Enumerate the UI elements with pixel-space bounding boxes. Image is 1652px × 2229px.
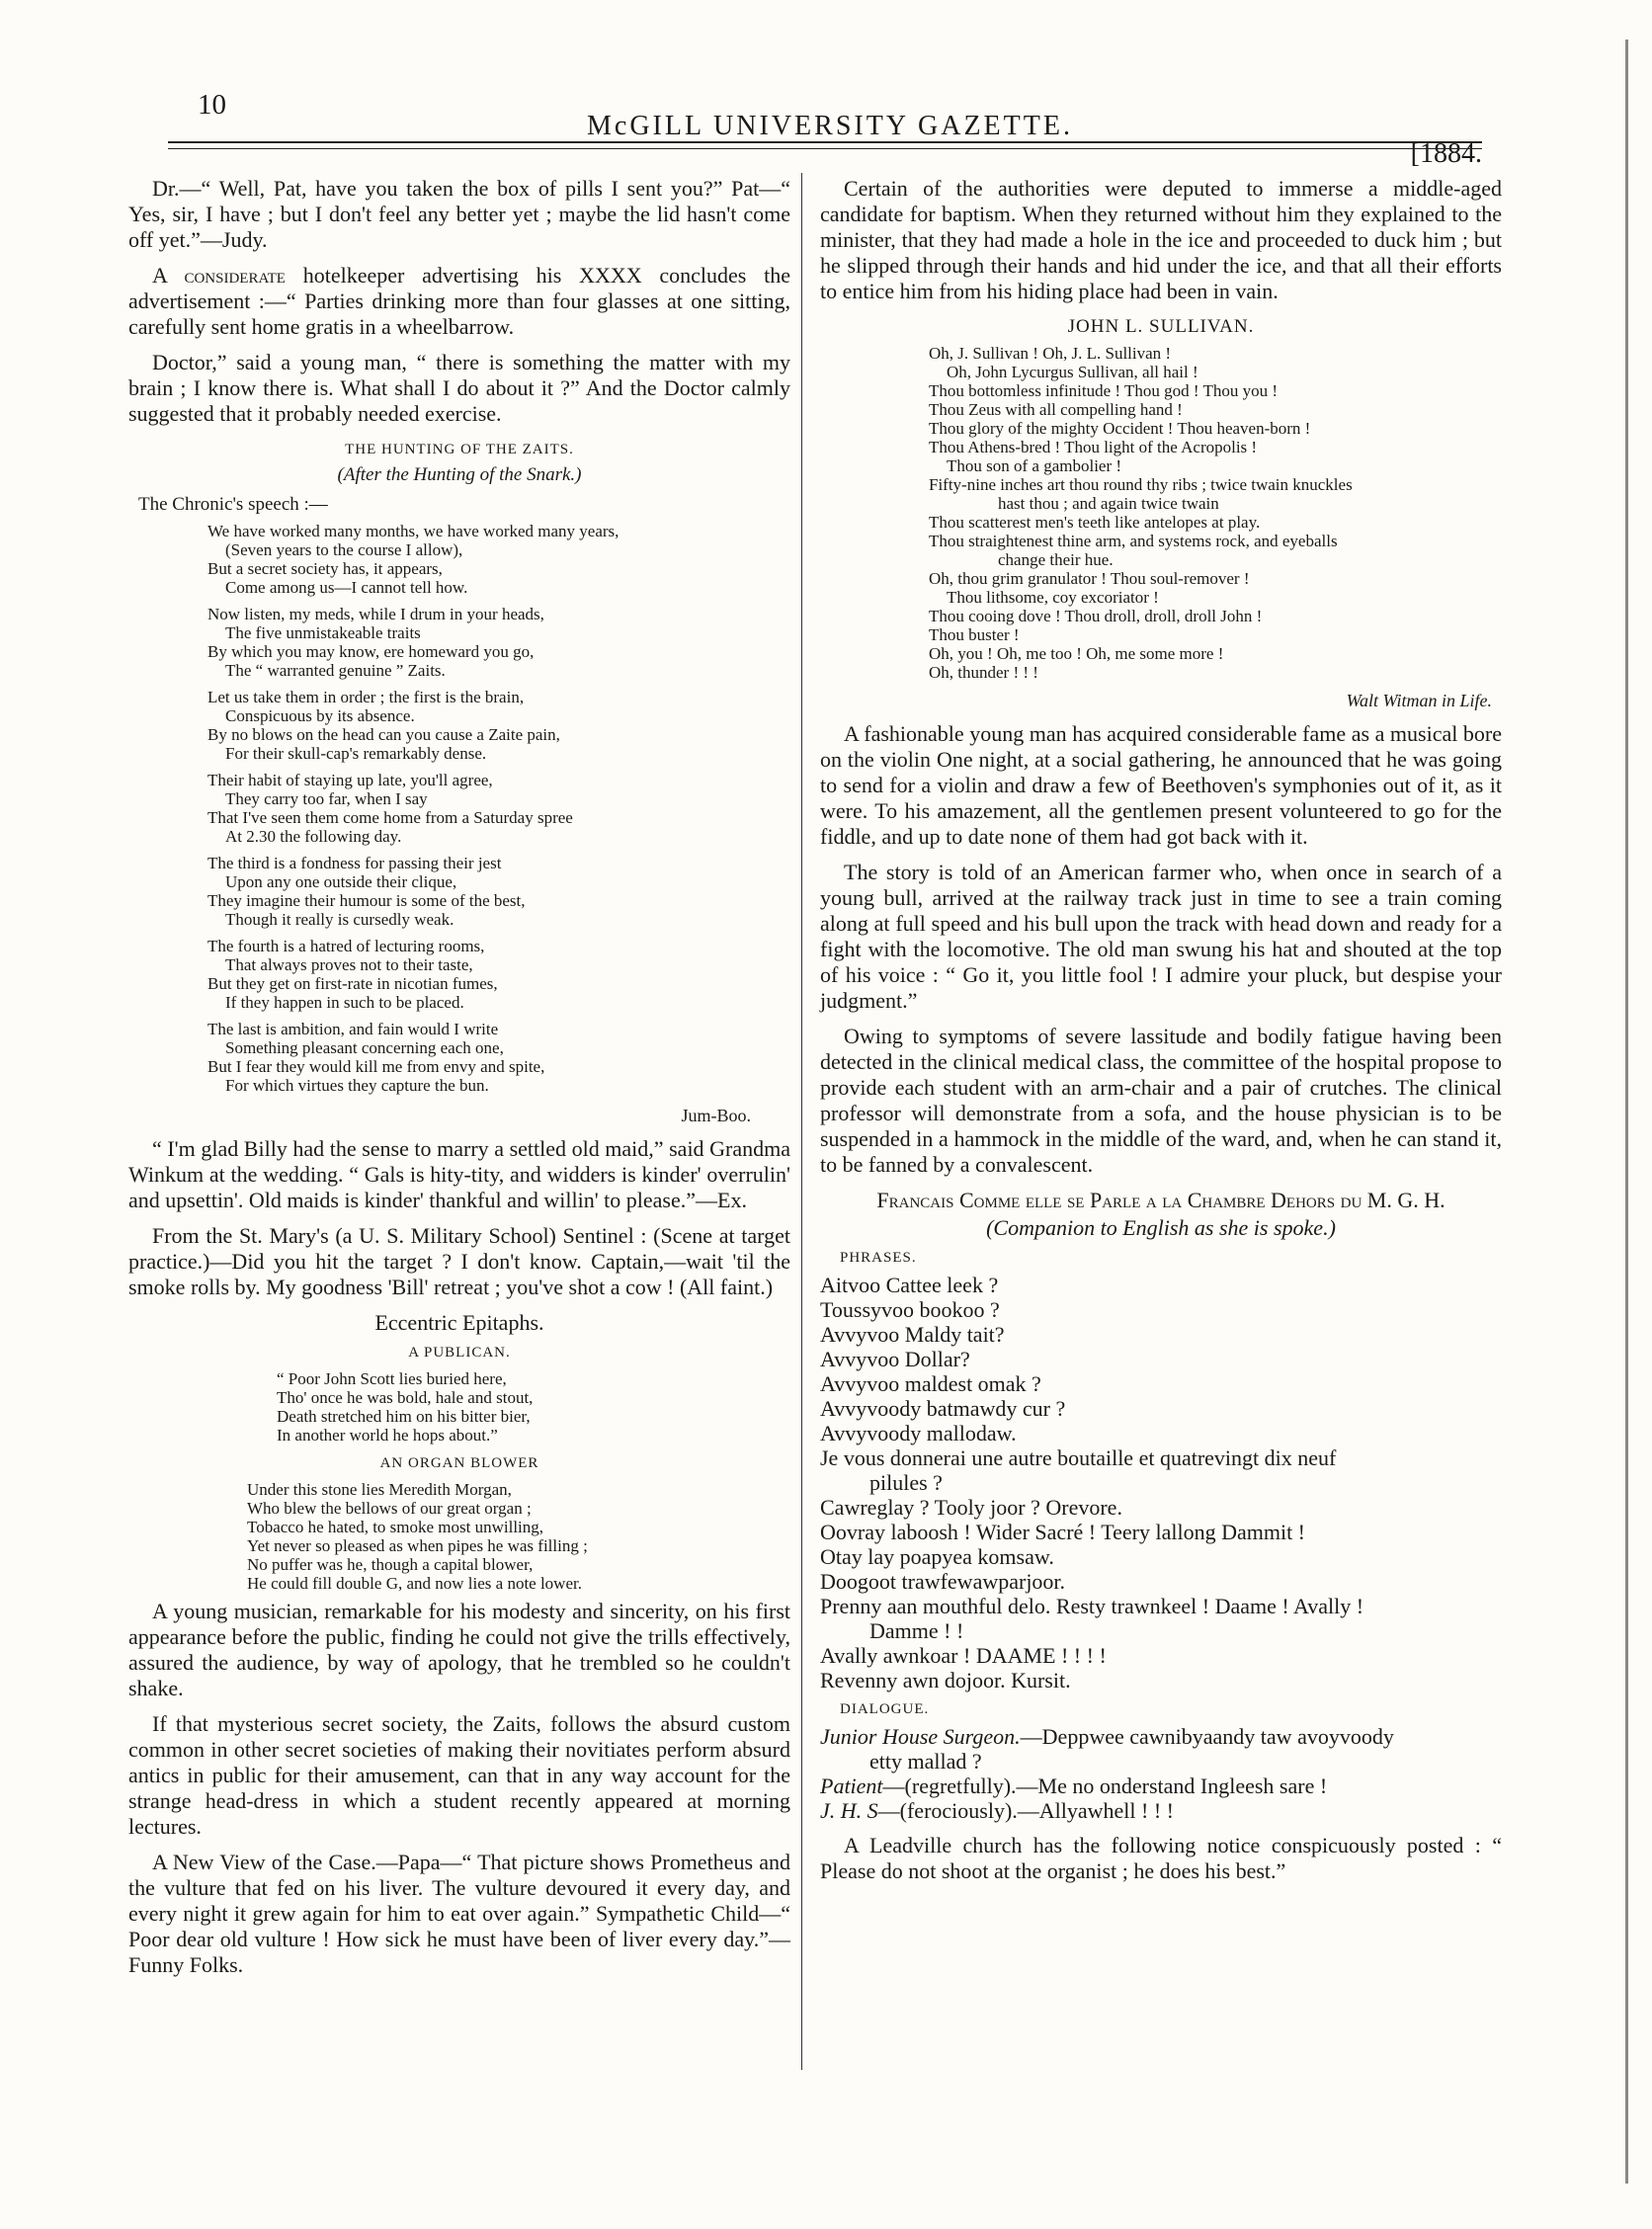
poem-line: But a secret society has, it appears, [207, 559, 443, 578]
poem-line: Now listen, my meds, while I drum in your heads, [207, 605, 544, 623]
poem-line: Something pleasant concerning each one, [225, 1038, 504, 1057]
poem-line: Thou lithsome, coy excoriator ! [947, 588, 1159, 607]
poem-line: But they get on first-rate in nicotian fumes, [207, 974, 498, 993]
dialogue-line [820, 1798, 1502, 1823]
phrase-line: Aitvoo Cattee leek ? [820, 1273, 999, 1297]
dialogue-line: etty mallad ? [869, 1749, 982, 1774]
poem-line: Conspicuous by its absence. [225, 706, 415, 725]
epitaph-line: In another world he hops about.” [277, 1426, 498, 1445]
poem-title: THE HUNTING OF THE ZAITS. [345, 442, 574, 457]
poem-line: Let us take them in order ; the first is the brain, [207, 688, 525, 706]
poem-stanza [207, 688, 790, 763]
prometheus-paragraph: A New View of the Case.—Papa—“ That picture shows Prometheus and the vulture that fed on his liver. The vulture devoured it every day, and every night it grew again for him to eat over again.” Sympathetic Child—“ Poor dear old vulture ! How sick he must have been of liver every day.”—Funny Folks. [128, 1850, 790, 1977]
poem-stanza [207, 937, 790, 1012]
dialogue-line [820, 1774, 1502, 1798]
phrase-line: Avvyvoody mallodaw. [820, 1421, 1017, 1445]
poem-line: They imagine their humour is some of the best, [207, 891, 526, 910]
poem-stanza [207, 771, 790, 846]
poem-line: Thou glory of the mighty Occident ! Thou heaven-born ! [929, 419, 1311, 438]
epitaph-line: Yet never so pleased as when pipes he was filling ; [247, 1536, 588, 1555]
poem-stanza [207, 854, 790, 929]
running-title: McGILL UNIVERSITY GAZETTE. [587, 111, 1073, 141]
issue-year: [1884. [1410, 138, 1482, 169]
page-header [168, 89, 1492, 169]
violin-paragraph: A fashionable young man has acquired considerable fame as a musical bore on the violin One night, at a social gathering, he announced that he was going to send for a violin and draw a few of Beethoven's symphonies out of it, as it were. To his amazement, all the gentlemen present volunteered to go for the fiddle, and up to date none of them had got back with it. [820, 721, 1502, 849]
poem-line: Thou buster ! [929, 625, 1020, 644]
poem-line: The third is a fondness for passing their jest [207, 854, 502, 872]
phrase-line: Cawreglay ? Tooly joor ? Orevore. [820, 1495, 1122, 1520]
lead-words: A considerate [152, 263, 286, 288]
poem-line: By which you may know, ere homeward you go, [207, 642, 535, 661]
hotelkeeper-paragraph [128, 263, 790, 340]
poem-line: Come among us—I cannot tell how. [225, 578, 468, 597]
zaits-paragraph: If that mysterious secret society, the Zaits, follows the absurd custom common in other secret societies of making their novitiates perform absurd antics in public for their amusement, can that in any way account for the strange head-dress in which a student recently appeared at morning lectures. [128, 1711, 790, 1839]
dialogue-list [820, 1724, 1502, 1823]
poem-line: Thou straightenest thine arm, and systems rock, and eyeballs [929, 532, 1338, 550]
phrases-label: PHRASES. [840, 1250, 917, 1266]
poem-line: But I fear they would kill me from envy and spite, [207, 1057, 545, 1076]
poem-subtitle: (After the Hunting of the Snark.) [337, 464, 582, 485]
page-number: 10 [198, 89, 226, 121]
poem-line: The five unmistakeable traits [225, 623, 421, 642]
left-column [128, 176, 790, 1988]
phrase-line: Avvyvoo Maldy tait? [820, 1322, 1005, 1347]
leadville-paragraph: A Leadville church has the following notice conspicuously posted : “ Please do not shoot at the organist ; he does his best.” [820, 1833, 1502, 1883]
poem-line: change their hue. [998, 550, 1114, 569]
epitaphs-heading: Eccentric Epitaphs. [374, 1310, 544, 1335]
clinical-class-paragraph: Owing to symptoms of severe lassitude and bodily fatigue having been detected in the clinical medical class, the committee of the hospital propose to provide each student with an arm-chair and a pair of crutches. The clinical professor will demonstrate from a sofa, and the house physician is to be suspended in a hammock in the middle of the ward, and, when he can stand it, to be fanned by a convalescent. [820, 1024, 1502, 1177]
page-edge [1625, 40, 1628, 2184]
header-rule-thin [168, 148, 1482, 149]
phrase-line: Avvyvoo Dollar? [820, 1347, 970, 1371]
target-practice-paragraph: From the St. Mary's (a U. S. Military School) Sentinel : (Scene at target practice.)—Did you hit the target ? I don't know. Captain,—wait 'til the smoke rolls by. My goodness 'Bill' retreat ; you've shot a cow ! (All faint.) [128, 1223, 790, 1299]
organ-blower-epitaph [247, 1480, 790, 1593]
poem-stanza [207, 522, 790, 597]
right-column [820, 176, 1502, 1894]
poem-line: Thou cooing dove ! Thou droll, droll, droll John ! [929, 607, 1263, 625]
francais-heading: Francais Comme elle se Parle a la Chambre Dehors du M. G. H. [876, 1188, 1446, 1212]
poem-line: If they happen in such to be placed. [225, 993, 464, 1012]
poem-line: Thou Athens-bred ! Thou light of the Acropolis ! [929, 438, 1258, 456]
poem-line: Thou Zeus with all compelling hand ! [929, 400, 1183, 419]
speech: —Deppwee cawnibyaandy taw avoyvoody [1020, 1724, 1394, 1749]
phrase-line: Je vous donnerai une autre boutaille et quatrevingt dix neuf [820, 1445, 1337, 1470]
poem-line: We have worked many months, we have worked many years, [207, 522, 620, 540]
phrase-line: Avvyvoody batmawdy cur ? [820, 1396, 1066, 1421]
poem-line: Oh, J. Sullivan ! Oh, J. L. Sullivan ! [929, 344, 1172, 363]
poem-intro: The Chronic's speech :— [138, 494, 328, 515]
poem-signature: Jum-Boo. [681, 1106, 751, 1125]
grandma-winkum-paragraph: “ I'm glad Billy had the sense to marry a settled old maid,” said Grandma Winkum at the wedding. “ Gals is hity-tity, and widders is kinder' overrulin' and upsettin'. Old maids is kinder' thankful and willin' to please.”—Ex. [128, 1136, 790, 1212]
farmer-bull-paragraph: The story is told of an American farmer who, when once in search of a young bull, arrived at the railway track just in time to see a train coming along at full speed and his bull upon the track with head down and ready for a fight with the locomotive. The old man swung his hat and shouted at the top of his voice : “ Go it, you little fool ! I admire your pluck, but despise your judgment.” [820, 860, 1502, 1013]
poem-line: For which virtues they capture the bun. [225, 1076, 489, 1095]
phrase-line: Avally awnkoar ! DAAME ! ! ! ! [820, 1643, 1107, 1668]
organ-blower-heading: AN ORGAN BLOWER [379, 1455, 539, 1471]
epitaph-line: He could fill double G, and now lies a note lower. [247, 1574, 582, 1593]
publican-heading: A PUBLICAN. [408, 1345, 511, 1361]
phrase-line: Avvyvoo maldest omak ? [820, 1371, 1041, 1396]
poem-line: (Seven years to the course I allow), [225, 540, 463, 559]
poem-line: Oh, you ! Oh, me too ! Oh, me some more ! [929, 644, 1224, 663]
poem-line: They carry too far, when I say [225, 789, 428, 808]
sullivan-signature: Walt Witman in Life. [1346, 691, 1492, 710]
poem-line: Oh, thou grim granulator ! Thou soul-remover ! [929, 569, 1250, 588]
speaker: Patient [820, 1774, 883, 1798]
epitaph-line: Tobacco he hated, to smoke most unwilling, [247, 1518, 544, 1536]
speaker: J. H. S [820, 1798, 878, 1823]
poem-stanza [207, 605, 790, 680]
poem-line: Thou son of a gambolier ! [947, 456, 1122, 475]
poem-line: Fifty-nine inches art thou round thy ribs ; twice twain knuckles [929, 475, 1353, 494]
speech: —(regretfully).—Me no onderstand Ingleesh sare ! [882, 1774, 1328, 1798]
sullivan-poem [929, 344, 1502, 682]
sullivan-heading: JOHN L. SULLIVAN. [1067, 316, 1255, 337]
phrase-line: Damme ! ! [869, 1618, 964, 1643]
poem-line: Thou scatterest men's teeth like antelopes at play. [929, 513, 1261, 532]
header-rule [168, 141, 1482, 143]
poem-line: Oh, thunder ! ! ! [929, 663, 1038, 682]
poem-line: For their skull-cap's remarkably dense. [225, 744, 487, 763]
phrase-line: pilules ? [869, 1470, 943, 1495]
dialogue-line [820, 1724, 1502, 1749]
phrase-line: Doogoot trawfewawparjoor. [820, 1569, 1066, 1594]
francais-subtitle: (Companion to English as she is spoke.) [986, 1215, 1336, 1240]
poem-line: By no blows on the head can you cause a Zaite pain, [207, 725, 560, 744]
phrases-list [820, 1273, 1502, 1692]
epitaph-line: Tho' once he was bold, hale and stout, [277, 1388, 534, 1407]
poem-line: Their habit of staying up late, you'll agree, [207, 771, 493, 789]
phrase-line: Otay lay poapyea komsaw. [820, 1544, 1054, 1569]
poem-line: Though it really is cursedly weak. [225, 910, 454, 929]
dialogue-label: DIALOGUE. [840, 1701, 930, 1717]
young-musician-paragraph: A young musician, remarkable for his modesty and sincerity, on his first appearance before the public, finding he could not give the trills effectively, assured the audience, by way of apology, that he trembled so he couldn't shake. [128, 1599, 790, 1700]
epitaph-line: No puffer was he, though a capital blower, [247, 1555, 534, 1574]
epitaph-line: “ Poor John Scott lies buried here, [277, 1369, 507, 1388]
phrase-line: Revenny awn dojoor. Kursit. [820, 1668, 1071, 1692]
poem-line: That always proves not to their taste, [225, 955, 473, 974]
publican-epitaph [277, 1369, 790, 1445]
poem-line: The fourth is a hatred of lecturing rooms, [207, 937, 485, 955]
speech: —(ferociously).—Allyawhell ! ! ! [877, 1798, 1175, 1823]
poem-line: That I've seen them come home from a Saturday spree [207, 808, 573, 827]
epitaph-line: Who blew the bellows of our great organ ; [247, 1499, 532, 1518]
doctor-joke: Doctor,” said a young man, “ there is something the matter with my brain ; I know there is. What shall I do about it ?” And the Doctor calmly suggested that it probably needed exercise. [128, 350, 790, 426]
baptism-paragraph: Certain of the authorities were deputed to immerse a middle-aged candidate for baptism. When they returned without him they explained to the minister, that they had made a hole in the ice and proceeded to duck him ; but he slipped through their hands and hid under the ice, and that all their efforts to entice him from his hiding place had been in vain. [820, 176, 1502, 303]
poem-stanza [207, 1020, 790, 1095]
poem-line: The “ warranted genuine ” Zaits. [225, 661, 446, 680]
poem-line: hast thou ; and again twice twain [998, 494, 1219, 513]
poem-line: The last is ambition, and fain would I write [207, 1020, 499, 1038]
poem-line: Oh, John Lycurgus Sullivan, all hail ! [947, 363, 1198, 381]
phrase-line: Oovray laboosh ! Wider Sacré ! Teery lallong Dammit ! [820, 1520, 1306, 1544]
poem-line: Upon any one outside their clique, [225, 872, 457, 891]
phrase-line: Prenny aan mouthful delo. Resty trawnkeel ! Daame ! Avally ! [820, 1594, 1364, 1618]
epitaph-line: Death stretched him on his bitter bier, [277, 1407, 531, 1426]
paragraph-body: hotelkeeper advertising his XXXX concludes the advertisement :—“ Parties drinking more than four glasses at one sitting, carefully sent home gratis in a wheelbarrow. [128, 263, 790, 339]
phrase-line: Toussyvoo bookoo ? [820, 1297, 1000, 1322]
pills-joke: Dr.—“ Well, Pat, have you taken the box of pills I sent you?” Pat—“ Yes, sir, I have ; but I don't feel any better yet ; maybe the lid hasn't come off yet.”—Judy. [128, 176, 790, 252]
speaker: Junior House Surgeon. [820, 1724, 1021, 1749]
column-divider [801, 173, 802, 2070]
poem-line: Thou bottomless infinitude ! Thou god ! Thou you ! [929, 381, 1279, 400]
epitaph-line: Under this stone lies Meredith Morgan, [247, 1480, 512, 1499]
poem-line: At 2.30 the following day. [225, 827, 402, 846]
